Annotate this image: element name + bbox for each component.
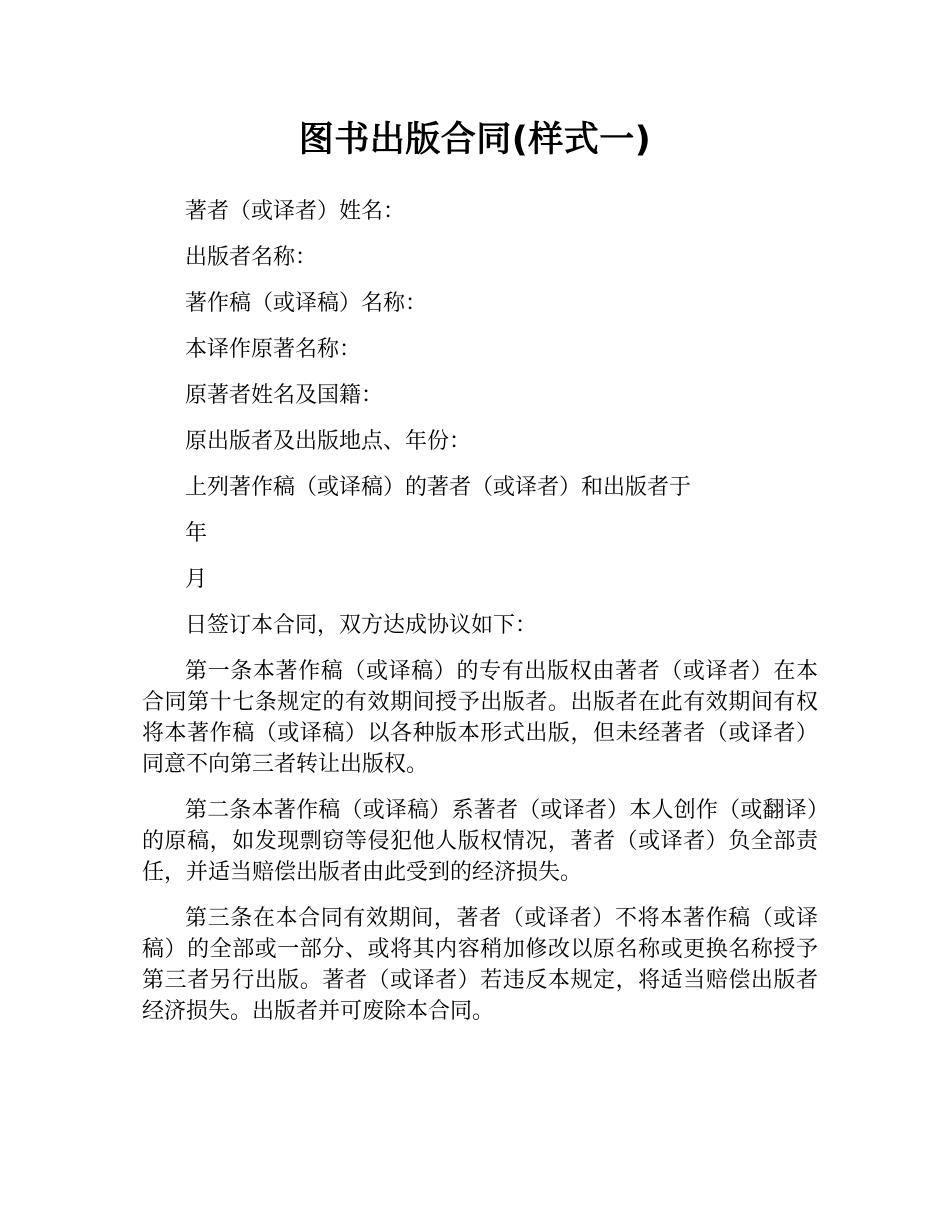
date-month: 月 [185, 567, 208, 592]
field-original-author-nationality: 原著者姓名及国籍： [185, 383, 384, 408]
field-original-publisher-place-year: 原出版者及出版地点、年份： [185, 429, 472, 454]
field-publisher-name: 出版者名称： [185, 245, 318, 270]
agreement-intro: 上列著作稿（或译稿）的著者（或译者）和出版者于 [185, 475, 692, 500]
date-year: 年 [185, 521, 208, 546]
document-body [142, 196, 818, 1042]
field-original-work-name: 本译作原著名称： [185, 337, 362, 362]
clause-1: 第一条本著作稿（或译稿）的专有出版权由著者（或译者）在本合同第十七条规定的有效期间授予出版者。出版者在此有效期间有权将本著作稿（或译稿）以各种版本形式出版，但未经著者（或译者）同意不向第三者转让出版权。 [142, 659, 818, 777]
document-title: 图书出版合同(样式一) [298, 120, 652, 160]
date-day-agreement: 日签订本合同，双方达成协议如下： [185, 613, 538, 638]
field-work-name: 著作稿（或译稿）名称： [185, 291, 428, 316]
field-author-name: 著者（或译者）姓名： [185, 199, 406, 224]
clause-3: 第三条在本合同有效期间，著者（或译者）不将本著作稿（或译稿）的全部或一部分、或将其内容稍加修改以原名称或更换名称授予第三者另行出版。著者（或译者）若违反本规定，将适当赔偿出版者经济损失。出版者并可废除本合同。 [142, 906, 818, 1024]
clause-2: 第二条本著作稿（或译稿）系著者（或译者）本人创作（或翻译）的原稿，如发现剽窃等侵犯他人版权情况，著者（或译者）负全部责任，并适当赔偿出版者由此受到的经济损失。 [142, 798, 818, 885]
